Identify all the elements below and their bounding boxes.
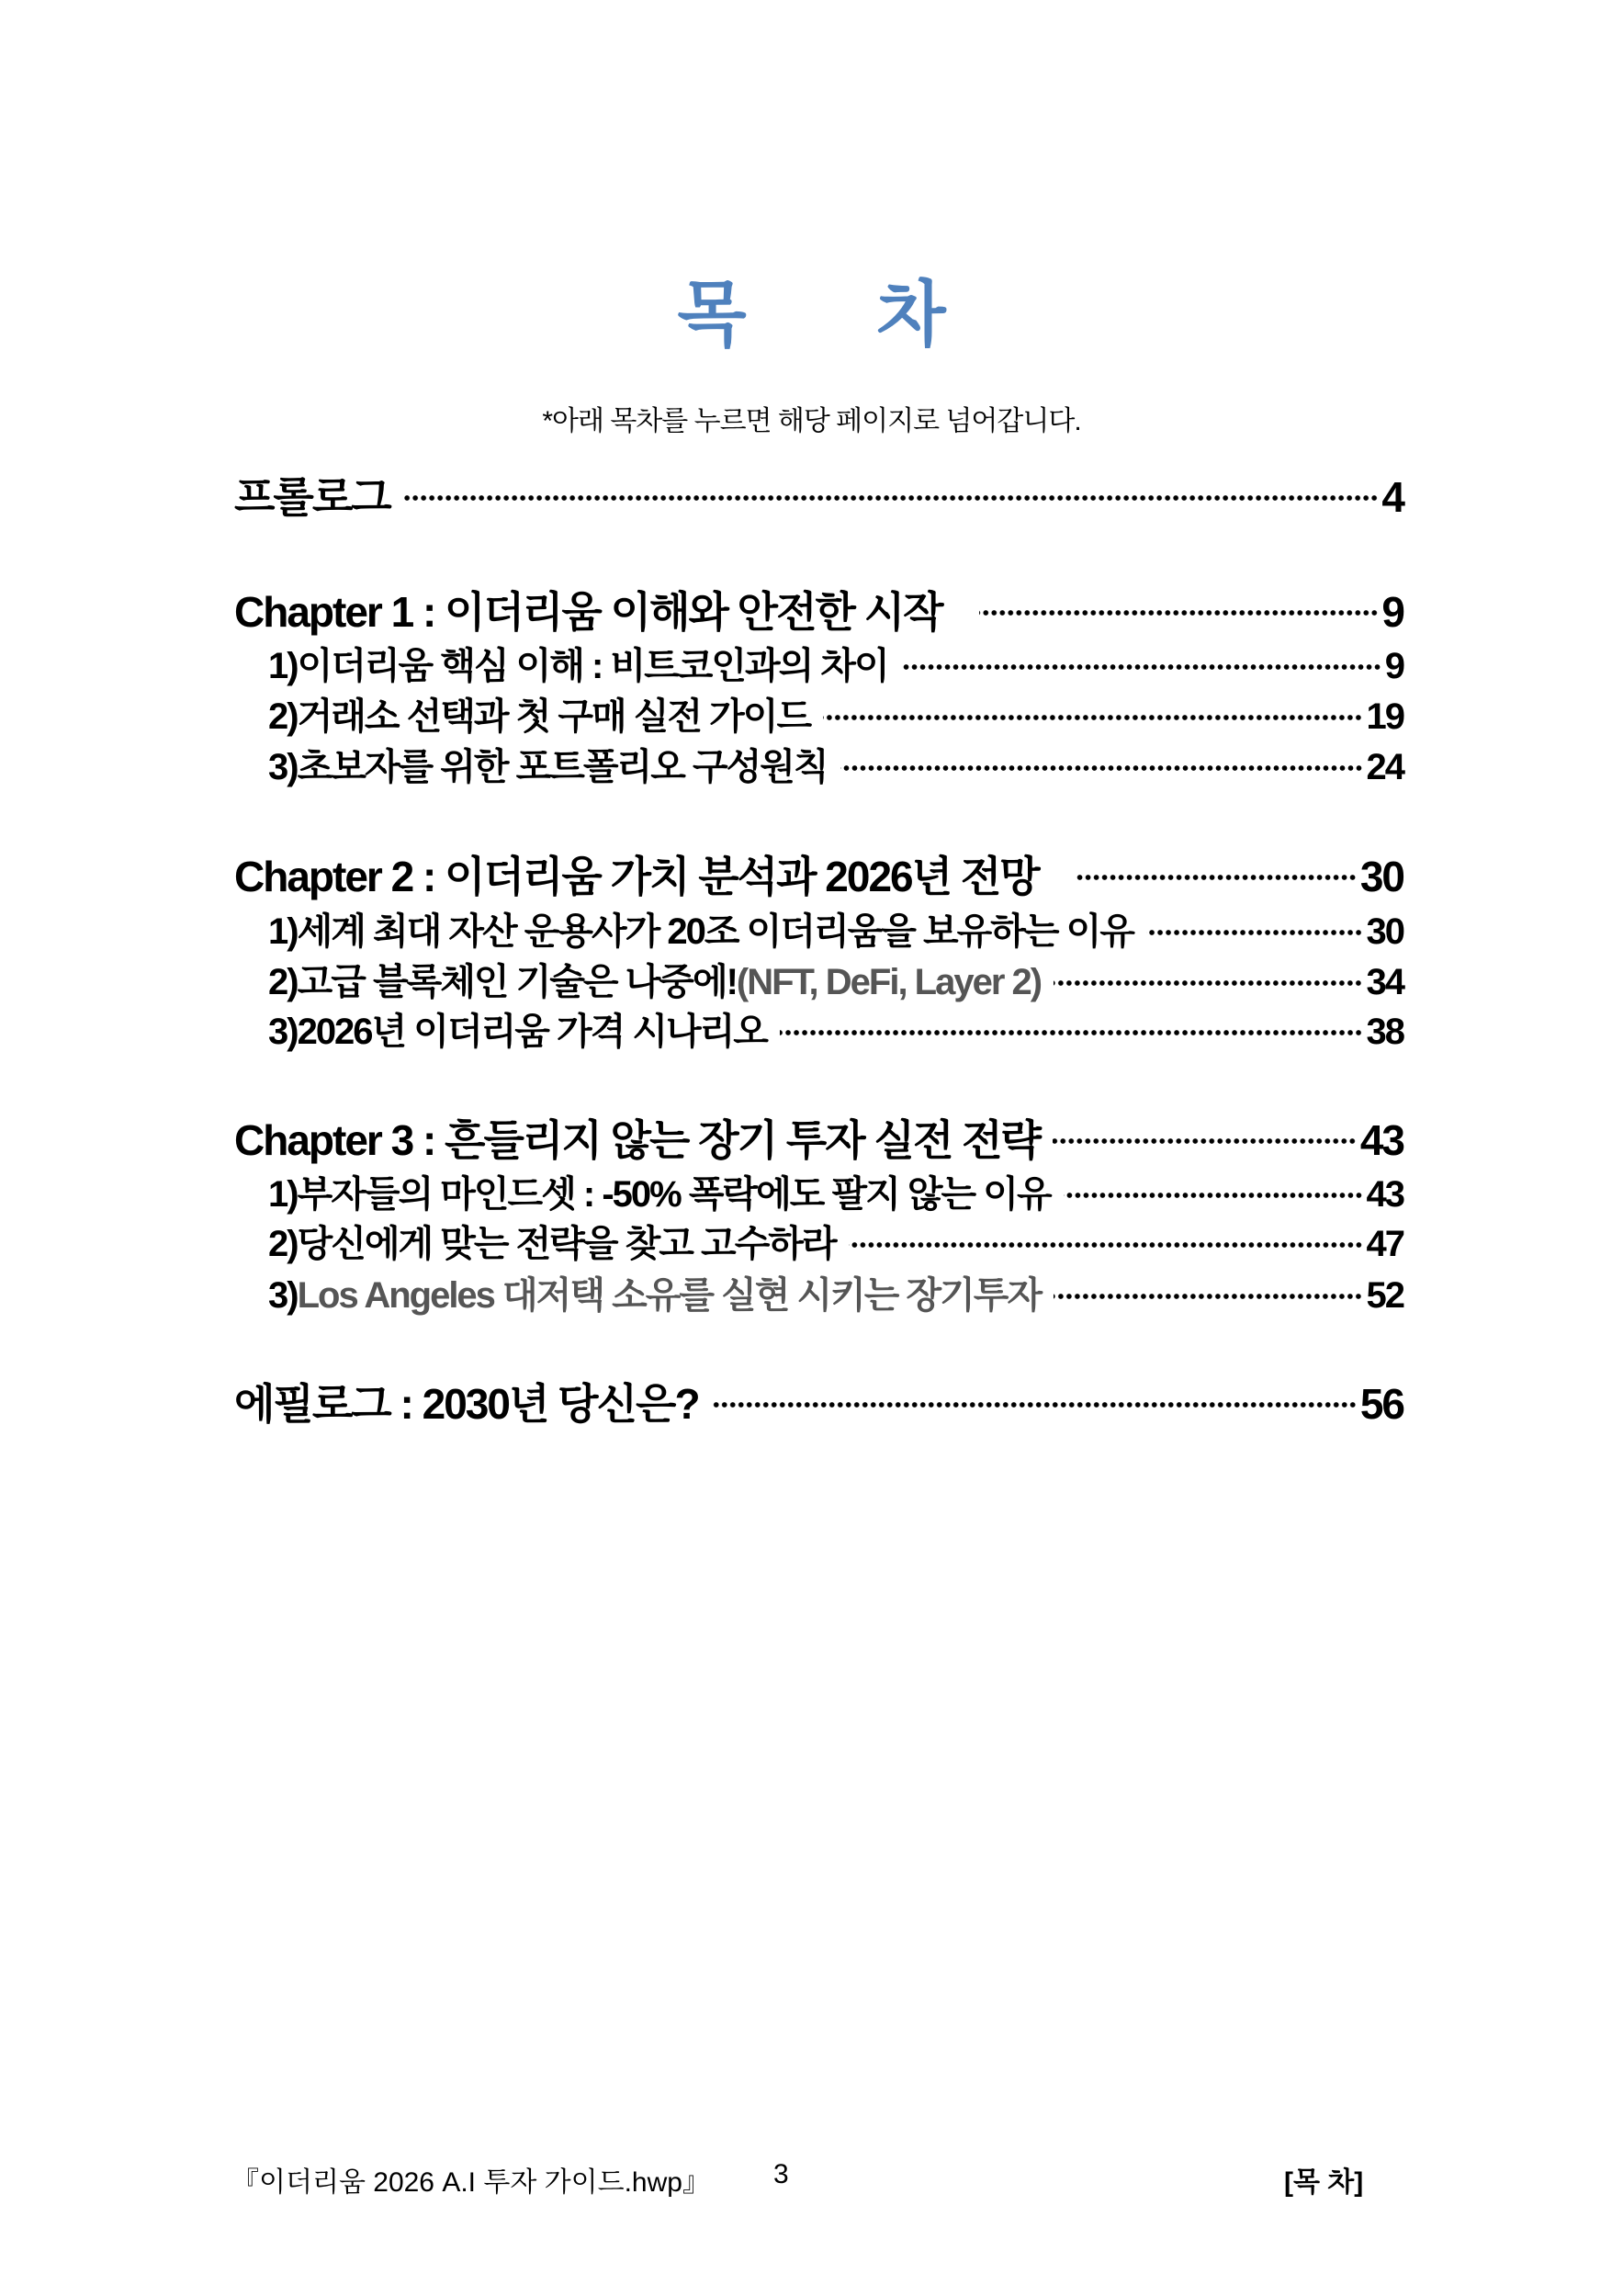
toc-prologue[interactable] <box>234 464 1403 525</box>
dot-leader <box>1076 874 1357 881</box>
toc-label: Chapter 1 : 이더리움 이해와 안전한 시작 <box>234 588 942 636</box>
dot-leader <box>1053 1137 1357 1145</box>
toc-page: 47 <box>1366 1224 1403 1264</box>
toc-label: Chapter 3 : 흔들리지 않는 장기 투자 실전 전략 <box>234 1116 1041 1164</box>
toc-label: Chapter 2 : 이더리움 가치 분석과 2026년 전망 <box>234 853 1039 900</box>
toc-label: 1)이더리움 핵심 이해 : 비트코인과의 차이 <box>268 646 888 686</box>
dot-leader <box>1054 979 1362 987</box>
toc-page: 38 <box>1366 1012 1403 1052</box>
dot-leader <box>901 663 1381 671</box>
toc-item[interactable] <box>268 687 1403 740</box>
toc-epilogue[interactable] <box>234 1371 1403 1431</box>
toc-label: 2)고급 블록체인 기술은 나중에! <box>268 962 737 1002</box>
toc-item[interactable] <box>268 637 1403 689</box>
toc-page: 34 <box>1366 962 1403 1002</box>
toc-label: 1)부자들의 마인드셋 : -50% 폭락에도 팔지 않는 이유 <box>268 1174 1051 1215</box>
toc-page: 52 <box>1366 1275 1403 1316</box>
dot-leader <box>1054 1293 1362 1300</box>
toc-item[interactable] <box>268 953 1403 1005</box>
page-title: 목 차 <box>677 274 1001 355</box>
toc-page: 9 <box>1381 588 1403 636</box>
dot-leader <box>823 714 1362 721</box>
toc-label: 프롤로그 <box>234 473 390 521</box>
dot-leader <box>849 1241 1363 1249</box>
toc-item[interactable] <box>268 1266 1403 1318</box>
dot-leader <box>840 764 1363 772</box>
dot-leader <box>712 1401 1357 1408</box>
footer-doc-name: 『이더리움 2026 A.I 투자 가이드.hwp』 <box>231 2167 710 2198</box>
toc-label: 3)초보자를 위한 포트폴리오 구성원칙 <box>268 747 828 787</box>
toc-page: 9 <box>1384 646 1403 686</box>
toc-label: 1)세계 최대 자산 운용사가 20조 이더리움을 보유하는 이유 <box>268 911 1133 952</box>
toc-item[interactable] <box>268 902 1403 955</box>
toc-label: 2)당신에게 맞는 전략을 찾고 고수하라 <box>268 1224 836 1264</box>
toc-label: 2)거래소 선택과 첫 구매 실전 가이드 <box>268 696 811 737</box>
toc-page: 19 <box>1366 696 1403 737</box>
toc-label: 3)2026년 이더리움 가격 시나리오 <box>268 1012 767 1052</box>
toc-page: 43 <box>1359 1116 1403 1164</box>
toc-label-extra: (NFT, DeFi, Layer 2) <box>736 962 1042 1002</box>
toc-page: 56 <box>1359 1380 1403 1428</box>
toc-item[interactable] <box>268 1165 1403 1217</box>
dot-leader <box>979 609 1379 616</box>
toc-page: 30 <box>1366 911 1403 952</box>
toc-page: 24 <box>1366 747 1403 787</box>
toc-item[interactable] <box>268 1002 1403 1055</box>
dot-leader <box>1146 929 1363 936</box>
toc-chapter-1[interactable] <box>234 579 1403 639</box>
dot-leader <box>780 1029 1363 1036</box>
toc-label: 에필로그 : 2030년 당신은? <box>234 1380 699 1428</box>
toc-item[interactable] <box>268 1215 1403 1267</box>
toc-label: 3) <box>268 1275 298 1316</box>
dot-leader <box>403 494 1379 502</box>
toc-note: *아래 목차를 누르면 해당 페이지로 넘어갑니다. <box>542 406 1081 436</box>
toc-chapter-2[interactable] <box>234 843 1403 904</box>
toc-label-extra: Los Angeles 대저택 소유를 실현 시키는 장기투자 <box>297 1275 1042 1316</box>
footer-page-number: 3 <box>773 2159 789 2189</box>
toc-page: 4 <box>1381 473 1403 521</box>
toc-page: 43 <box>1366 1174 1403 1215</box>
footer-section: [목 차] <box>1284 2167 1364 2198</box>
toc-item[interactable] <box>268 738 1403 790</box>
toc-chapter-3[interactable] <box>234 1107 1403 1168</box>
toc-page: 30 <box>1359 853 1403 900</box>
dot-leader <box>1064 1192 1363 1199</box>
